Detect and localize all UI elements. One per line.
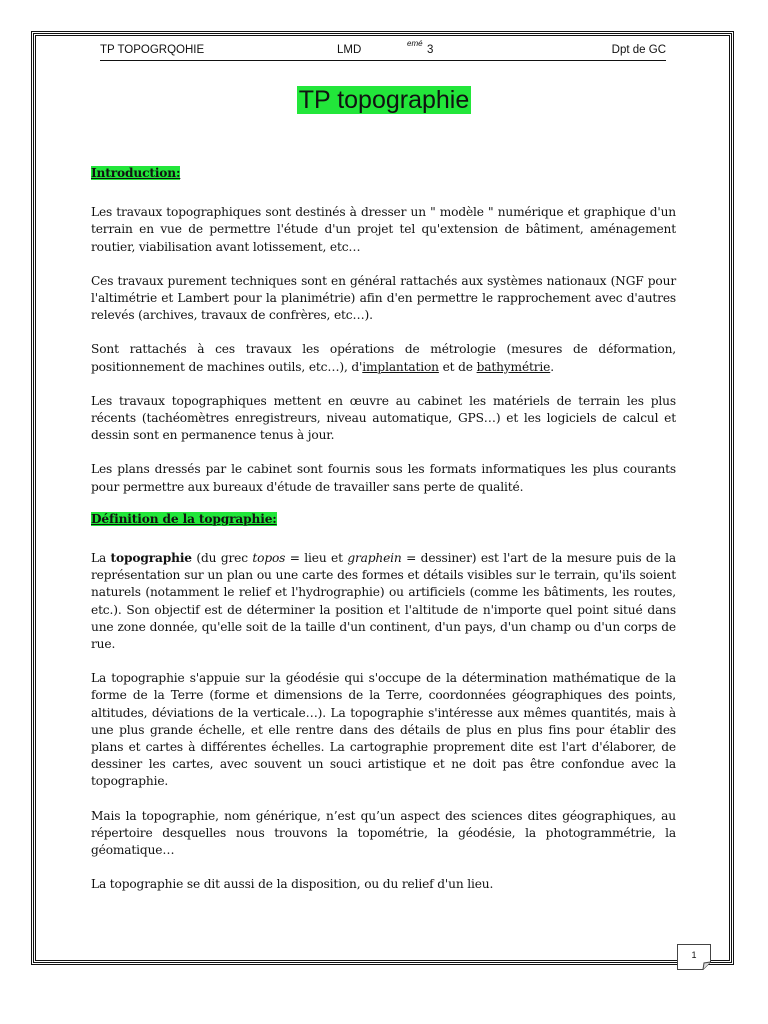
header-program: LMD bbox=[337, 44, 362, 56]
term-bold: topographie bbox=[110, 551, 192, 566]
term-italic: graphein bbox=[347, 551, 402, 566]
paragraph bbox=[91, 550, 676, 653]
header-level: 3 bbox=[427, 44, 434, 56]
page-number-box bbox=[677, 944, 711, 970]
section-heading-definition bbox=[91, 511, 676, 528]
text-run: = lieu et bbox=[285, 551, 348, 566]
paragraph: La topographie s'appuie sur la géodésie qui s'occupe de la détermination mathématique de la forme de la Terre (forme et dimensions de la Terre, coordonnées géographiques des points, altitudes, déviations de la verticale…). La topographie s'intéresse aux mêmes quantités, mais à une plus grande échelle, et elle rentre dans des détails de plus en plus fins pour établir des plans et cartes à différentes échelles. La cartographie proprement dite est l'art d'élaborer, de dessiner les cartes, avec souvent un souci artistique et ne doit pas être confondue avec la topographie. bbox=[91, 671, 676, 789]
header-superscript: emé bbox=[407, 39, 423, 48]
link-bathymetrie[interactable]: bathymétrie bbox=[476, 359, 551, 374]
page-header bbox=[100, 39, 666, 61]
page-number: 1 bbox=[691, 950, 697, 960]
section-heading-text: Définition de la topgraphie: bbox=[91, 511, 277, 526]
term-italic: topos bbox=[252, 551, 286, 566]
section-heading-text: Introduction: bbox=[91, 166, 181, 180]
paragraph: La topographie se dit aussi de la disposition, ou du relief d'un lieu. bbox=[91, 877, 494, 892]
header-course: TP TOPOGRQOHIE bbox=[100, 44, 205, 56]
text-run: (du grec bbox=[191, 551, 253, 566]
paragraph: Mais la topographie, nom générique, n’est qu’un aspect des sciences dites géographiques, au répertoire desquelles nous trouvons la topométrie, la géodésie, la photogrammétrie, la géomatique… bbox=[91, 808, 676, 858]
text-run: = dessiner) est l'art de la mesure puis de la représentation sur un plan ou une carte des formes et détails visibles sur le terrain, qu'ils soient naturels (notamment le relief et l'hydrographie) ou artificiels (comme les bâtiments, les routes, etc.). Son objectif est de déterminer la position et l'altitude de n'importe quel point situé dans une zone donnée, qu'elle soit de la taille d'un continent, d'un pays, d'un champ ou d'un corps de rue. bbox=[91, 551, 676, 652]
paragraph: Les travaux topographiques mettent en œuvre au cabinet les matériels de terrain les plus récents (tachéomètres enregistreurs, niveau automatique, GPS…) et les logiciels de calcul et dessin sont en permanence tenus à jour. bbox=[91, 393, 676, 443]
paragraph: Ces travaux purement techniques sont en général rattachés aux systèmes nationaux (NGF pour l'altimétrie et Lambert pour la planimétrie) afin d'en permettre le rapprochement avec d'autres relevés (archives, travaux de confrères, etc…). bbox=[91, 273, 676, 323]
document-title-wrap bbox=[0, 86, 768, 114]
paragraph: Les travaux topographiques sont destinés à dresser un " modèle " numérique et graphique d'un terrain en vue de permettre l'étude d'un projet tel qu'extension de bâtiment, aménagement routier, viabilisation avant lotissement, etc… bbox=[91, 205, 676, 254]
paragraph bbox=[91, 341, 676, 375]
text-run: La bbox=[91, 551, 111, 566]
document-body bbox=[91, 165, 676, 911]
text-run: . bbox=[550, 359, 554, 374]
paragraph: Les plans dressés par le cabinet sont fournis sous les formats informatiques les plus courants pour permettre aux bureaux d'étude de travailler sans perte de qualité. bbox=[91, 462, 676, 494]
header-department: Dpt de GC bbox=[611, 44, 666, 56]
link-implantation[interactable]: implantation bbox=[362, 359, 439, 374]
section-heading-introduction bbox=[91, 165, 676, 182]
document-title: TP topographie bbox=[298, 86, 470, 114]
text-run: Sont rattachés à ces travaux les opérations de métrologie (mesures de déformation, positionnement de machines outils, etc…), d' bbox=[91, 342, 676, 374]
text-run: et de bbox=[438, 359, 477, 374]
